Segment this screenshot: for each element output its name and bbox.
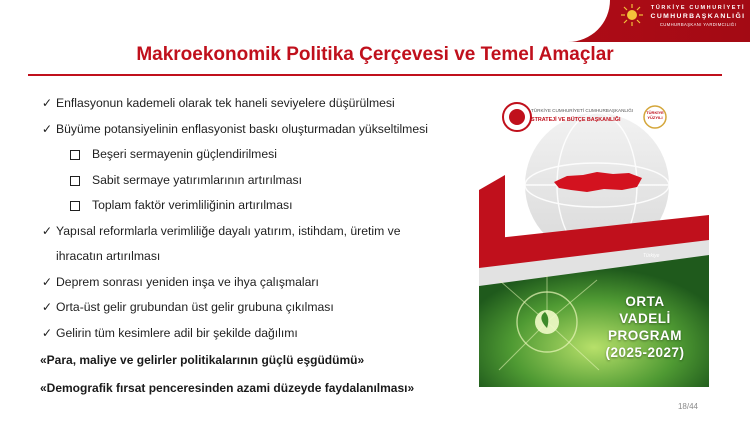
list-subitem: Toplam faktör verimliliğinin artırılması [40, 193, 480, 219]
goals-list [40, 91, 480, 402]
list-item: ✓ Orta-üst gelir grubundan üst gelir grubuna çıkılması [40, 295, 480, 321]
list-subitem: Sabit sermaye yatırımlarının artırılması [40, 168, 480, 194]
page-number: 18/44 [677, 402, 698, 411]
list-subitem: Beşeri sermayenin güçlendirilmesi [40, 142, 480, 168]
checkmark-icon: ✓ [41, 300, 53, 314]
cover-agency-line-2: STRATEJİ VE BÜTÇE BAŞKANLIĞI [531, 117, 621, 123]
checkmark-icon: ✓ [41, 96, 53, 110]
quote-1: «Para, maliye ve gelirler politikalarının güçlü eşgüdümü» [40, 353, 365, 367]
list-item: ✓ Büyüme potansiyelinin enflasyonist baskı oluşturmadan yükseltilmesi [40, 117, 480, 143]
org-line-3: CUMHURBAŞKANI YARDIMCILIĞI [659, 22, 737, 27]
cover-badge: TÜRKİYE YÜZYILI [646, 110, 664, 120]
list-item: ✓ Gelirin tüm kesimlere adil bir şekilde dağılımı [40, 321, 480, 347]
presidential-sun-icon [620, 3, 644, 27]
checkmark-icon: ✓ [41, 223, 53, 238]
list-item: ✓ Enflasyonun kademeli olarak tek haneli seviyelere düşürülmesi [40, 91, 480, 117]
list-item: ✓ Yapısal reformlarla verimliliğe dayalı yatırım, istihdam, üretim ve [40, 219, 480, 245]
cover-program-title: ORTA VADELİ PROGRAM (2025-2027) [605, 294, 685, 360]
list-item-continuation: ihracatın artırılması [56, 249, 161, 263]
title-underline [28, 74, 722, 76]
checkmark-icon: ✓ [41, 274, 53, 289]
cover-side-label: Türkiye [643, 253, 660, 259]
checkbox-icon [70, 176, 80, 186]
checkbox-icon [70, 201, 80, 211]
checkmark-icon: ✓ [41, 325, 53, 340]
org-line-1: TÜRKİYE CUMHURİYETİ [650, 5, 746, 11]
organization-name [650, 5, 746, 27]
program-cover-image [479, 90, 709, 387]
cover-agency-line-1: TÜRKİYE CUMHURİYETİ CUMHURBAŞKANLIĞI [531, 108, 634, 113]
list-item: ✓ Deprem sonrası yeniden inşa ve ihya çalışmaları [40, 270, 480, 296]
org-line-2: CUMHURBAŞKANLIĞI [650, 13, 746, 20]
checkmark-icon: ✓ [41, 121, 53, 136]
checkbox-icon [70, 150, 80, 160]
quote-2: «Demografik fırsat penceresinden azami düzeyde faydalanılması» [40, 381, 415, 395]
slide-title: Makroekonomik Politika Çerçevesi ve Temel Amaçlar [136, 44, 614, 65]
